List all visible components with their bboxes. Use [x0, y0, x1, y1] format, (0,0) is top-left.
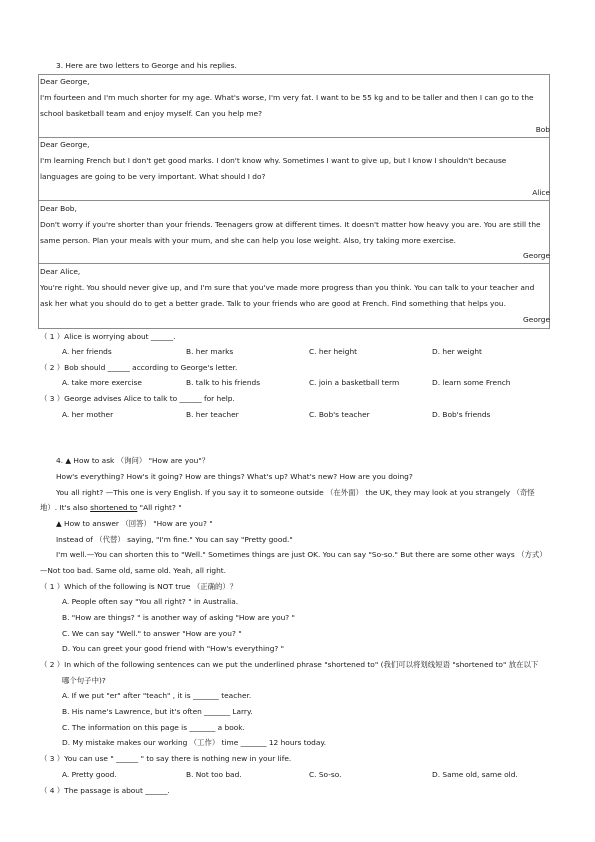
letter-line: school basketball team and enjoy myself. Can you help me?: [40, 109, 262, 118]
question-stem: （ 2 ）Bob should ______ according to George's letter.: [40, 363, 238, 372]
option-b: B. "How are things? " is another way of asking "How are you? ": [62, 613, 295, 622]
letter-line: I'm learning French but I don't get good marks. I don't know why. Sometimes I want to give up, but I know I shouldn't because: [40, 156, 507, 165]
option-b: B. His name's Lawrence, but it's often _______ Larry.: [62, 707, 253, 716]
letter-line: Don't worry if you're shorter than your friends. Teenagers grow at different times. It doesn't matter how heavy you are. You are still the: [40, 220, 541, 229]
option-b: B. her teacher: [186, 410, 239, 419]
letter-signature: Bob: [535, 125, 550, 134]
option-d: D. Bob's friends: [432, 410, 491, 419]
letter-signature: Alice: [532, 188, 550, 197]
option-c: C. We can say "Well." to answer "How are you? ": [62, 629, 242, 638]
letter-greeting: Dear Bob,: [40, 204, 77, 213]
letter-divider: [38, 263, 550, 264]
passage-line: 4. ▲ How to ask （询问） "How are you"？: [56, 456, 210, 465]
letter-line: languages are going to be very important. What should I do?: [40, 172, 266, 181]
letter-greeting: Dear George,: [40, 77, 90, 86]
option-a: A. Pretty good.: [62, 770, 117, 779]
passage-line: ▲ How to answer （回答） "How are you? ": [56, 519, 213, 528]
option-b: B. her marks: [186, 347, 234, 356]
option-c: C. The information on this page is _______ a book.: [62, 723, 245, 732]
option-c: C. her height: [309, 347, 358, 356]
passage-line: How's everything? How's it going? How are things? What's up? What's new? How are you doing?: [56, 472, 413, 481]
letter-greeting: Dear Alice,: [40, 267, 81, 276]
letter-line: You're right. You should never give up, and I'm sure that you've made more progress than you think. You can talk to your teacher and: [40, 283, 535, 292]
passage-line: Instead of （代替） saying, "I'm fine." You can say "Pretty good.": [56, 535, 293, 544]
underlined-phrase: shortened to: [90, 503, 138, 512]
option-a: A. take more exercise: [62, 378, 142, 387]
question-stem-cont: 哪个句子中)?: [62, 676, 106, 685]
option-b: B. Not too bad.: [186, 770, 242, 779]
question-stem: （ 4 ）The passage is about ______.: [40, 786, 170, 795]
letter-line: I'm fourteen and I'm much shorter for my age. What's worse, I'm very fat. I want to be 55 kg and to be taller and then I can go to the: [40, 93, 534, 102]
question-stem: （ 3 ）You can use " ______ " to say there is nothing new in your life.: [40, 754, 292, 763]
letter-line: ask her what you should do to get a better grade. Talk to your friends who are good at French. Find something that helps you.: [40, 299, 506, 308]
letter-line: same person. Plan your meals with your mum, and she can help you lose weight. Also, try taking more exercise.: [40, 236, 457, 245]
option-c: C. Bob's teacher: [309, 410, 370, 419]
passage-line: —Not too bad. Same old, same old. Yeah, all right.: [40, 566, 226, 575]
question-stem: （ 1 ）Which of the following is NOT true （正确的）？: [40, 582, 238, 591]
option-c: C. join a basketball term: [309, 378, 400, 387]
option-d: D. My mistake makes our working （工作） time _______ 12 hours today.: [62, 738, 327, 747]
option-d: D. her weight: [432, 347, 482, 356]
option-d: D. Same old, same old.: [432, 770, 518, 779]
letter-signature: George: [523, 315, 550, 324]
option-b: B. talk to his friends: [186, 378, 261, 387]
passage-line: I'm well.—You can shorten this to "Well." Sometimes things are just OK. You can say "So-so." But there are some other ways （方式）: [56, 550, 547, 559]
letter-divider: [38, 137, 550, 138]
question-stem: （ 1 ）Alice is worrying about ______.: [40, 332, 176, 341]
letter-greeting: Dear George,: [40, 140, 90, 149]
question-stem: （ 2 ）In which of the following sentences can we put the underlined phrase "shortened to" (我们可以将划线短语 "shortened to" 放在以下: [40, 660, 539, 669]
letter-divider: [38, 200, 550, 201]
letter-signature: George: [523, 251, 550, 260]
passage-line: 地）. It's also shortened to "All right? ": [40, 503, 182, 512]
q3-intro: 3. Here are two letters to George and his replies.: [56, 61, 237, 70]
option-c: C. So-so.: [309, 770, 342, 779]
option-a: A. People often say "You all right? " in Australia.: [62, 597, 239, 606]
option-a: A. her mother: [62, 410, 114, 419]
option-d: D. You can greet your good friend with "How's everything? ": [62, 644, 285, 653]
option-a: A. her friends: [62, 347, 112, 356]
question-stem: （ 3 ）George advises Alice to talk to ______ for help.: [40, 394, 235, 403]
option-a: A. If we put "er" after "teach" , it is _______ teacher.: [62, 691, 252, 700]
passage-line: You all right? —This one is very English. If you say it to someone outside （在外面） the UK, they may look at you strangely （奇怪: [56, 488, 535, 497]
option-d: D. learn some French: [432, 378, 511, 387]
